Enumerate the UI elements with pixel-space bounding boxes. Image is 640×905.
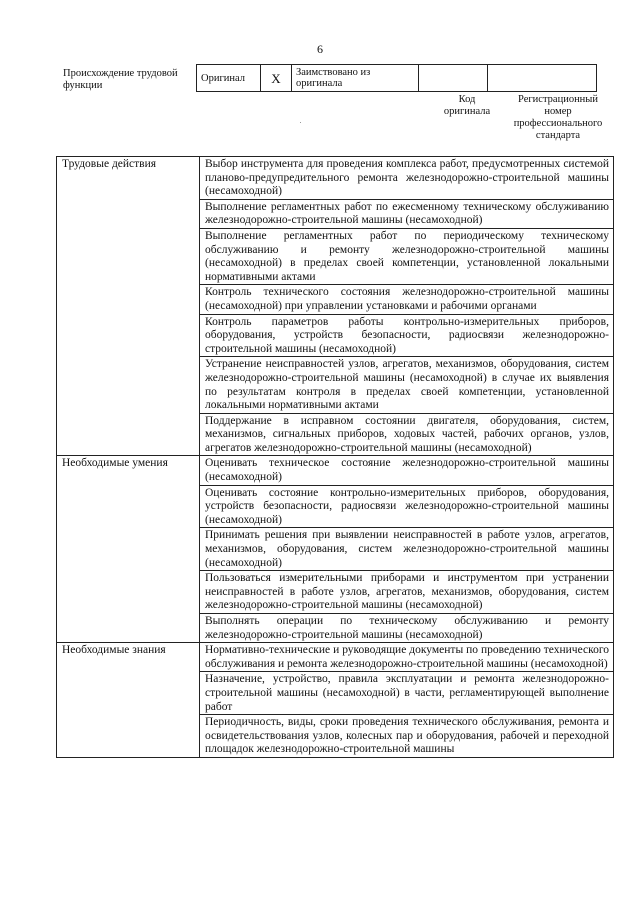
reg-number-cell <box>488 65 597 92</box>
section-item: Выполнение регламентных работ по ежесменному техническому обслуживанию железнодорожно-строительной машины (несамоходной) <box>200 199 614 228</box>
section-item: Оценивать техническое состояние железнодорожно-строительной машины (несамоходной) <box>200 456 614 485</box>
code-cell <box>419 65 488 92</box>
borrowed-cell: Заимствовано из оригинала <box>292 65 419 92</box>
function-table <box>56 156 614 758</box>
scan-dot <box>300 122 301 123</box>
section-item: Периодичность, виды, сроки проведения технического обслуживания, ремонта и освидетельствования узлов, колесных пар и оборудования, рабочей и переходной площадок железнодорожно-строительной машины <box>200 715 614 758</box>
section-title: Необходимые умения <box>57 456 200 643</box>
function-table-body <box>57 157 614 758</box>
code-original-label: Код оригинала <box>443 94 491 117</box>
table-row <box>57 157 614 200</box>
section-item: Выполнение регламентных работ по периодическому техническому обслуживанию и ремонту железнодорожно-строительной машины (несамоходной) в пределах своей компетенции, установленной локальными нормативными актами <box>200 228 614 284</box>
reg-number-label: Регистрационный номер профессионального стандарта <box>513 94 603 141</box>
section-item: Выбор инструмента для проведения комплекса работ, предусмотренных системой планово-предупредительного ремонта железнодорожно-строительной машины (несамоходной) <box>200 157 614 200</box>
section-item: Устранение неисправностей узлов, агрегатов, механизмов, оборудования, систем железнодорожно-строительной машины (несамоходной) в случае их выявления по результатам контроля в пределах своей компетенции, установленной локальными нормативными актами <box>200 357 614 413</box>
section-item: Оценивать состояние контрольно-измерительных приборов, оборудования, устройств безопасности, радиосвязи железнодорожно-строительной машины (несамоходной) <box>200 485 614 528</box>
section-item: Выполнять операции по техническому обслуживанию и ремонту железнодорожно-строительной машины (несамоходной) <box>200 614 614 643</box>
section-item: Принимать решения при выявлении неисправностей в работе узлов, агрегатов, механизмов, оборудования, систем железнодорожно-строительной машины (несамоходной) <box>200 528 614 571</box>
section-title: Необходимые знания <box>57 643 200 758</box>
section-item: Пользоваться измерительными приборами и инструментом при устранении неисправностей в работе узлов, агрегатов, механизмов, оборудования, систем железнодорожно-строительной машины (несамоходной) <box>200 571 614 614</box>
origin-label: Происхождение трудовой функции <box>63 68 178 91</box>
section-item: Контроль технического состояния железнодорожно-строительной машины (несамоходной) при управлении установками и рабочими органами <box>200 285 614 314</box>
table-row <box>57 643 614 672</box>
section-item: Поддержание в исправном состоянии двигателя, оборудования, систем, механизмов, сигнальных приборов, ходовых частей, рабочих органов, узлов, агрегатов железнодорожно-строительной машины (несамоходной) <box>200 413 614 456</box>
section-item: Контроль параметров работы контрольно-измерительных приборов, оборудования, устройств безопасности, радиосвязи железнодорожно-строительной машины (несамоходной) <box>200 314 614 357</box>
table-row <box>57 456 614 485</box>
page-number: 6 <box>317 42 323 56</box>
section-item: Назначение, устройство, правила эксплуатации и ремонта железнодорожно-строительной машины (несамоходной) в части, регламентирующей выполнение работ <box>200 672 614 715</box>
original-mark: X <box>261 65 292 92</box>
origin-table <box>196 64 597 92</box>
section-title: Трудовые действия <box>57 157 200 456</box>
section-item: Нормативно-технические и руководящие документы по проведению технического обслуживания и ремонта железнодорожно-строительной машины (несамоходной) <box>200 643 614 672</box>
original-cell: Оригинал <box>197 65 261 92</box>
